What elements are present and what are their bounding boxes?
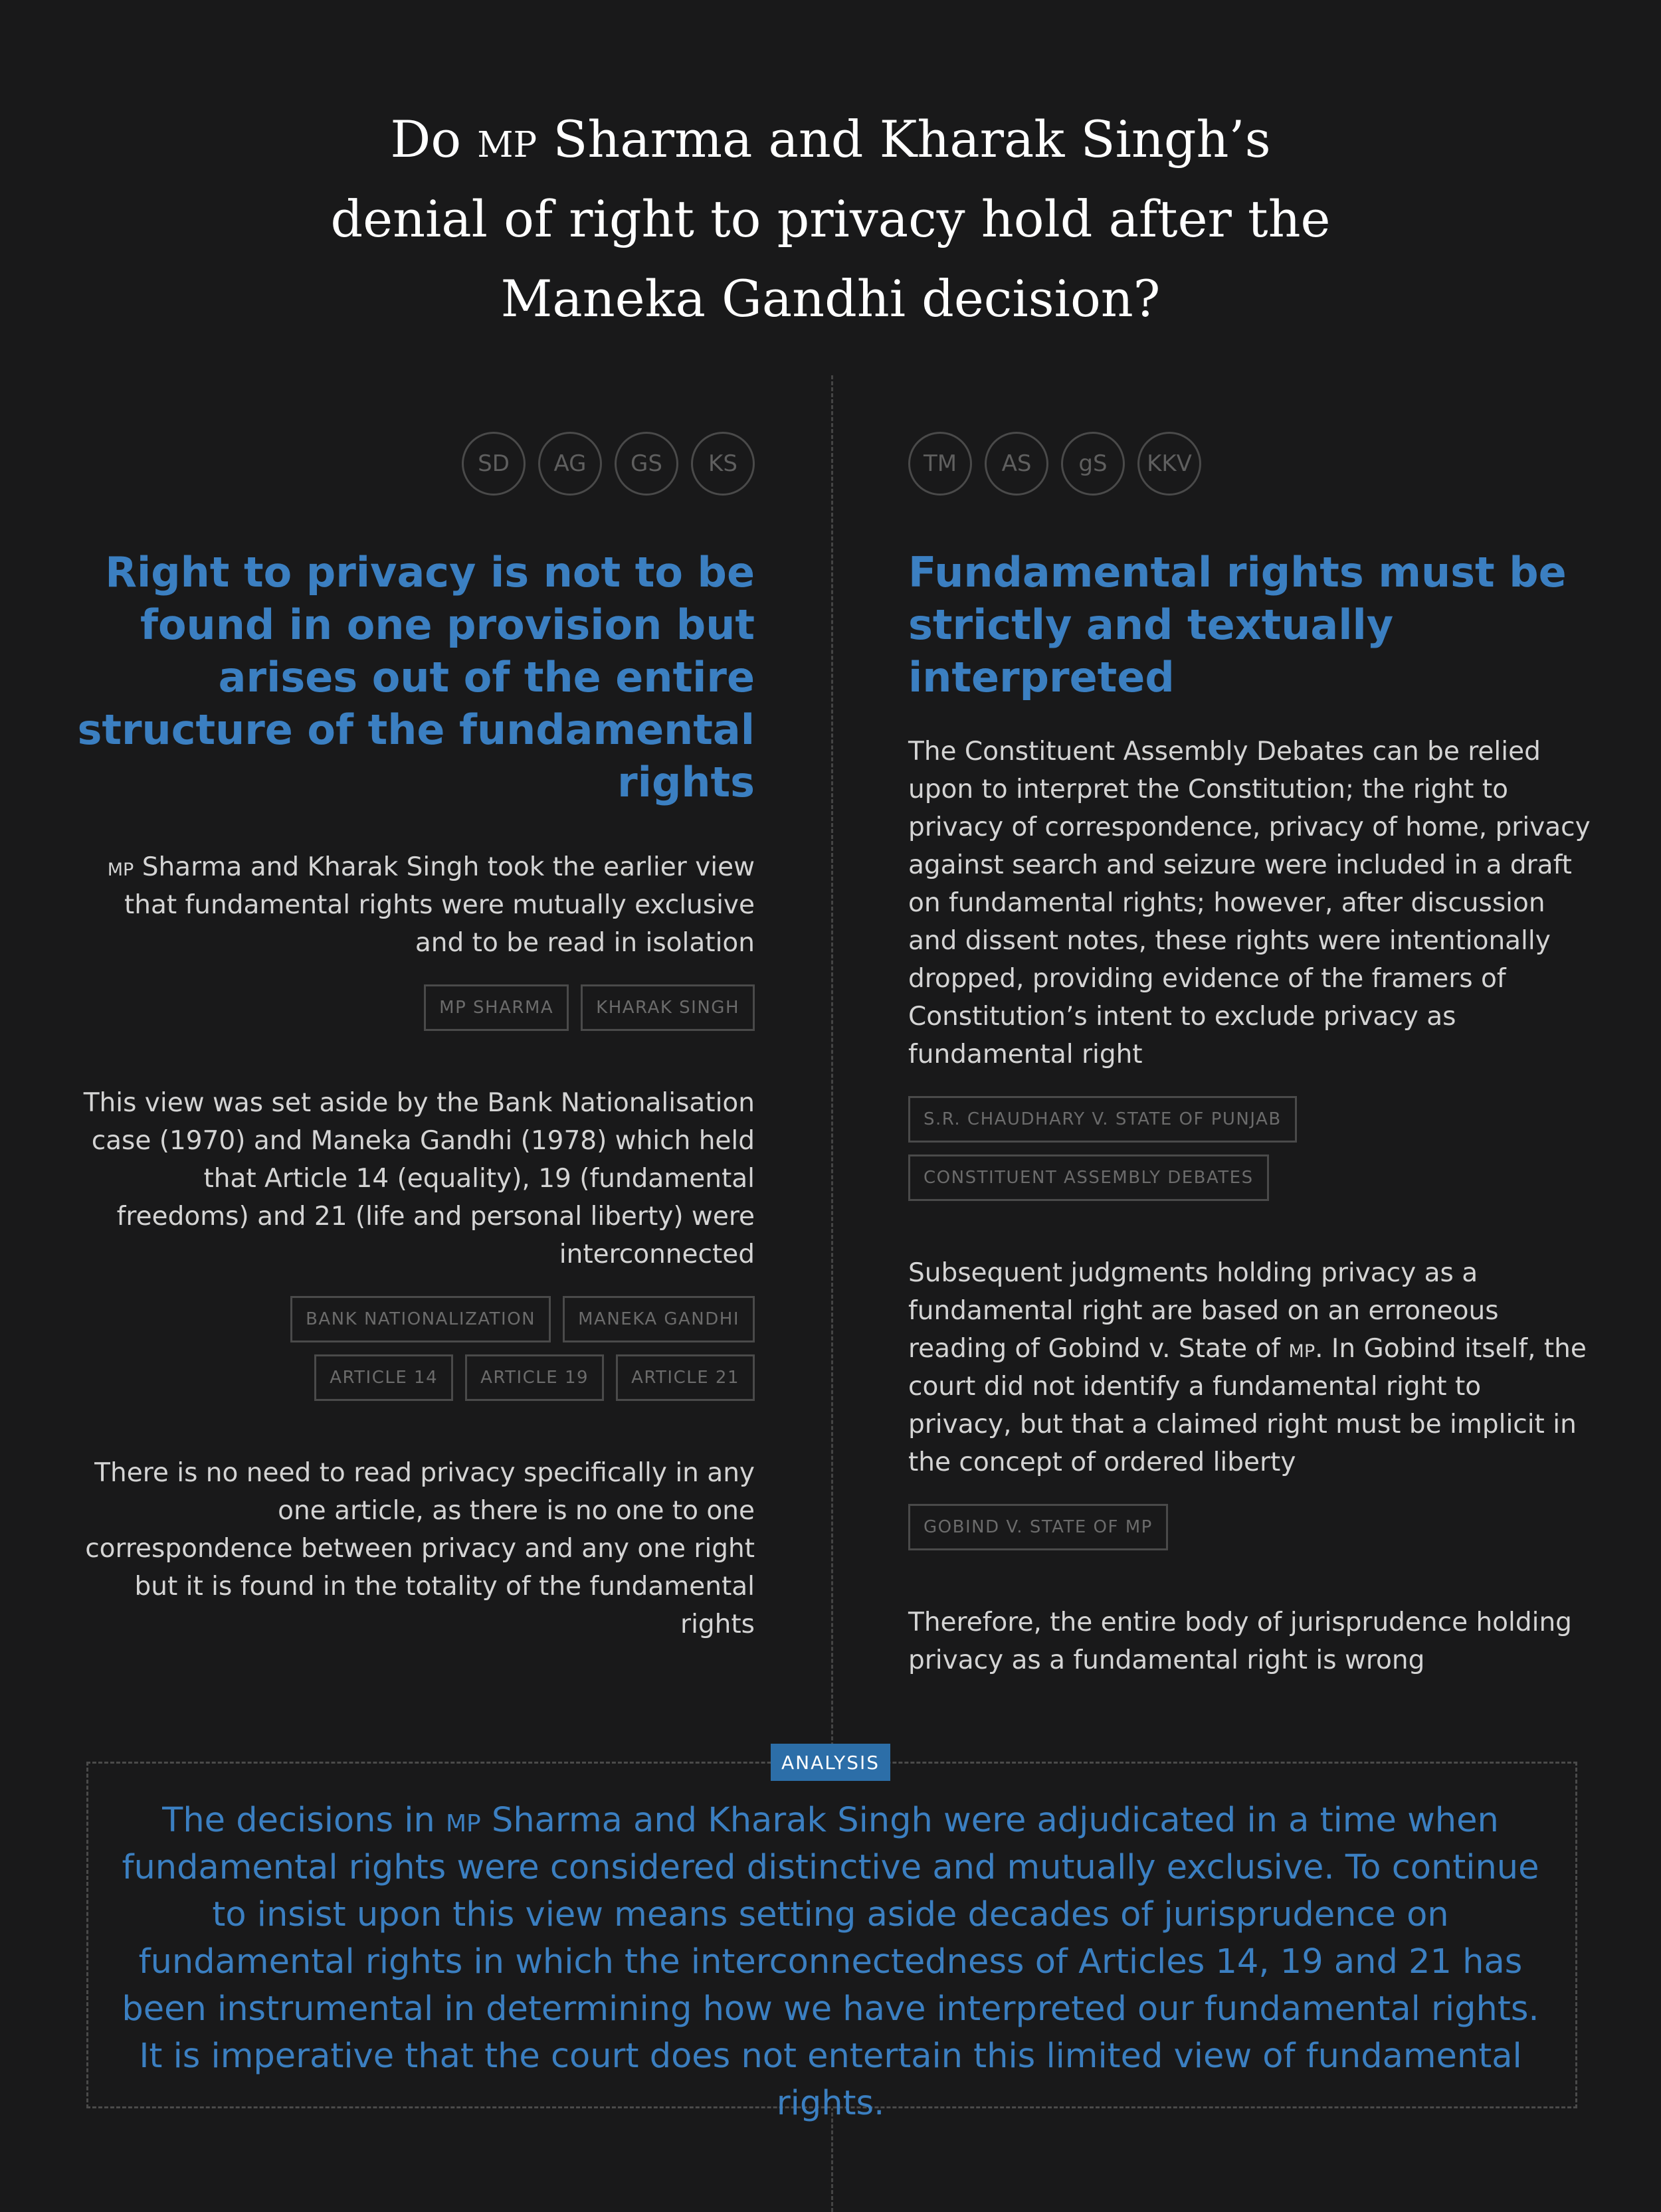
right-judges bbox=[908, 432, 1593, 498]
right-argument-1: The Constituent Assembly Debates can be relied upon to interpret the Constitution; the right to privacy of correspondence, privacy of home, privacy against search and seizure were included in a draft on fundamental rights; however, after discussion and dissent notes, these rights were intentionally dropped, providing evidence of the framers of Constitution’s intent to exclude privacy as fundamental right bbox=[908, 737, 1591, 1069]
case-tag[interactable]: S.R. CHAUDHARY V. STATE OF PUNJAB bbox=[908, 1096, 1297, 1143]
right-argument-1-tags bbox=[908, 1096, 1593, 1201]
judge-badge: AG bbox=[538, 432, 602, 496]
left-column bbox=[73, 432, 755, 1643]
judge-badge: gS bbox=[1061, 432, 1125, 496]
left-argument-1-tags bbox=[73, 984, 755, 1031]
title-line2: denial of right to privacy hold after the bbox=[330, 189, 1331, 248]
tag-row bbox=[73, 1296, 755, 1342]
judge-badge: SD bbox=[462, 432, 526, 496]
right-argument-3: Therefore, the entire body of jurisprudence holding privacy as a fundamental right is wrong bbox=[908, 1608, 1572, 1675]
left-argument-2: This view was set aside by the Bank Nationalisation case (1970) and Maneka Gandhi (1978) which held that Article 14 (equality), 19 (fundamental freedoms) and 21 (life and personal liberty) were interconnected bbox=[83, 1088, 755, 1269]
judge-badge: KKV bbox=[1137, 432, 1201, 496]
tag-row bbox=[73, 1354, 755, 1401]
left-argument-3: There is no need to read privacy specifically in any one article, as there is no one to one correspondence between privacy and any one right but it is found in the totality of the fundamental rights bbox=[85, 1458, 755, 1639]
judge-badge: GS bbox=[615, 432, 678, 496]
judge-badge: KS bbox=[691, 432, 755, 496]
right-heading: Fundamental rights must be strictly and textually interpreted bbox=[908, 548, 1567, 701]
analysis-text: The decisions in mp Sharma and Kharak Singh were adjudicated in a time when fundamental rights were considered distinctive and mutually exclusive. To continue to insist upon this view means setting aside decades of jurisprudence on fundamental rights in which the interconnectedness of Articles 14, 19 and 21 has been instrumental in determining how we have interpreted our fundamental rights. It is imperative that the court does not entertain this limited view of fundamental rights. bbox=[122, 1801, 1539, 2123]
case-tag[interactable]: ARTICLE 21 bbox=[616, 1354, 755, 1401]
right-column bbox=[908, 432, 1593, 1679]
case-tag[interactable]: GOBIND V. STATE OF MP bbox=[908, 1504, 1168, 1550]
right-argument-2-tags bbox=[908, 1504, 1593, 1550]
case-tag[interactable]: ARTICLE 19 bbox=[465, 1354, 604, 1401]
case-tag[interactable]: MANEKA GANDHI bbox=[563, 1296, 755, 1342]
analysis-label: ANALYSIS bbox=[771, 1744, 890, 1781]
title-line3: Maneka Gandhi decision? bbox=[500, 269, 1161, 328]
judge-badge: TM bbox=[908, 432, 972, 496]
tag-row bbox=[908, 1096, 1593, 1143]
left-heading: Right to privacy is not to be found in one provision but arises out of the entire structure of the fundamental rights bbox=[77, 548, 755, 806]
left-argument-2-tags bbox=[73, 1296, 755, 1401]
case-tag[interactable]: ARTICLE 14 bbox=[314, 1354, 453, 1401]
page-title bbox=[0, 100, 1661, 339]
left-argument-1: mp Sharma and Kharak Singh took the earlier view that fundamental rights were mutually exclusive and to be read in isolation bbox=[107, 852, 755, 958]
case-tag[interactable]: BANK NATIONALIZATION bbox=[290, 1296, 551, 1342]
case-tag[interactable]: KHARAK SINGH bbox=[581, 984, 755, 1031]
title-line1: Do mp Sharma and Kharak Singh’s bbox=[390, 110, 1271, 169]
right-argument-2: Subsequent judgments holding privacy as a fundamental right are based on an erroneous reading of Gobind v. State of mp. In Gobind itself, the court did not identify a fundamental right to privacy, but that a claimed right must be implicit in the concept of ordered liberty bbox=[908, 1258, 1587, 1477]
case-tag[interactable]: MP SHARMA bbox=[424, 984, 569, 1031]
judge-badge: AS bbox=[985, 432, 1048, 496]
left-judges bbox=[73, 432, 755, 498]
tag-row bbox=[908, 1154, 1593, 1201]
case-tag[interactable]: CONSTITUENT ASSEMBLY DEBATES bbox=[908, 1154, 1269, 1201]
